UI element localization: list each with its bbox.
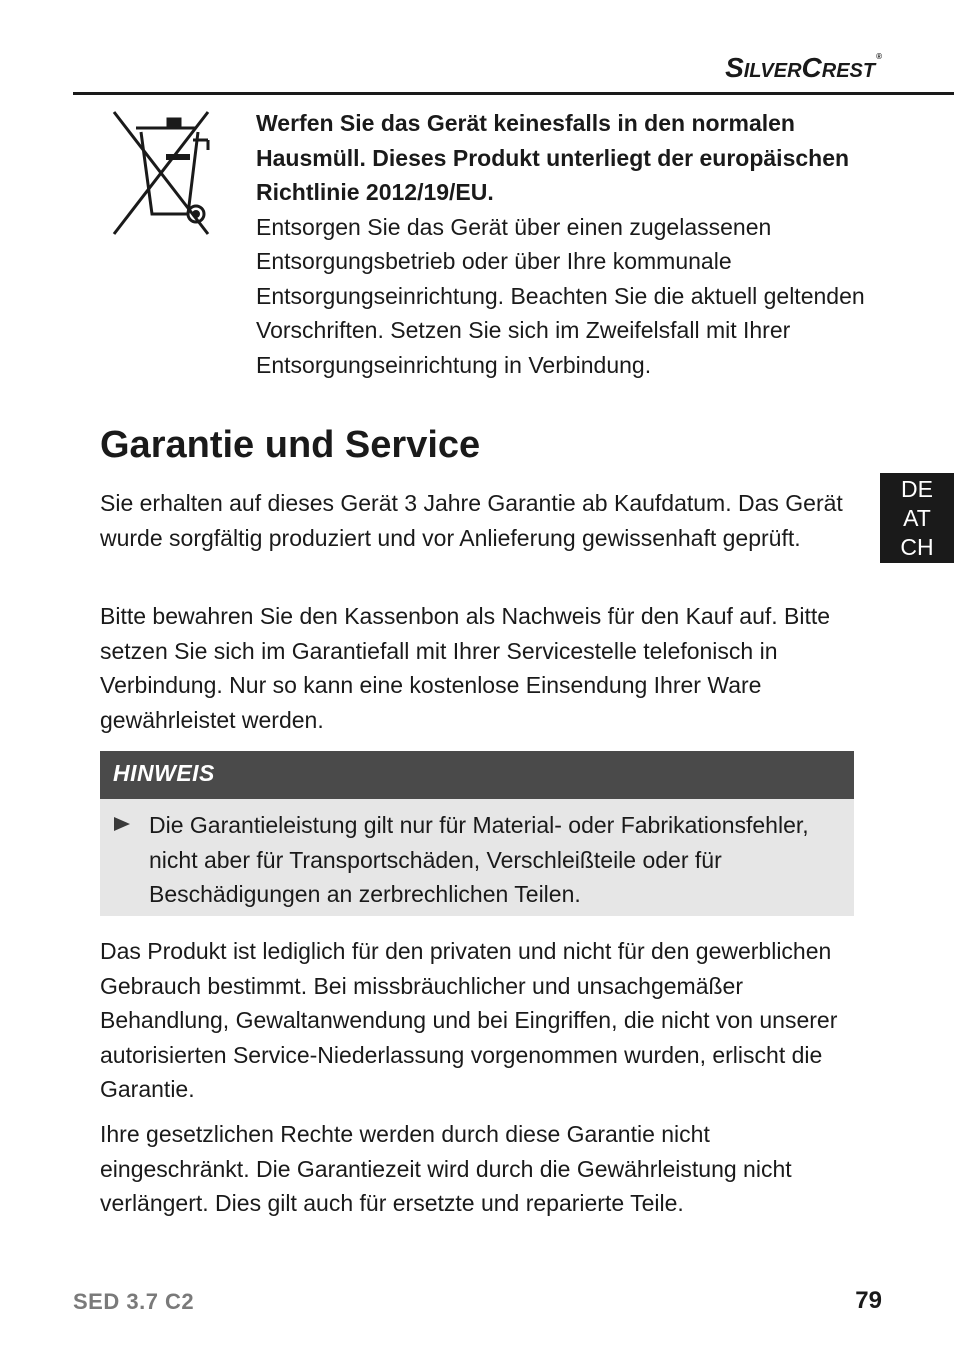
brand-name: SilverCrest <box>725 52 876 83</box>
disposal-warning: Werfen Sie das Gerät keinesfalls in den normalen Hausmüll. Dieses Produkt unterliegt der europäischen Richtlinie 2012/19/EU. <box>256 110 850 205</box>
note-title: HINWEIS <box>113 760 215 786</box>
disposal-notice <box>256 106 876 382</box>
registered-mark: ® <box>876 52 882 61</box>
header-rule <box>73 92 954 95</box>
page-number: 79 <box>855 1287 882 1314</box>
section-title: Garantie und Service <box>100 424 481 466</box>
language-at: AT <box>903 505 931 531</box>
warranty-paragraph-4: Ihre gesetzlichen Rechte werden durch diese Garantie nicht eingeschränkt. Die Garantiezeit wird durch die Gewährleistung nicht verlängert. Dies gilt auch für ersetzte und reparierte Teile. <box>100 1121 792 1216</box>
crossed-out-wheelie-bin-icon <box>108 106 214 240</box>
footer-model: SED 3.7 C2 <box>73 1289 195 1314</box>
note-text: Die Garantieleistung gilt nur für Material- oder Fabrikationsfehler, nicht aber für Transportschäden, Verschleißteile oder für Beschädigungen an zerbrechlichen Teilen. <box>149 812 809 907</box>
warranty-paragraph-2: Bitte bewahren Sie den Kassenbon als Nachweis für den Kauf auf. Bitte setzen Sie sich im Garantiefall mit Ihrer Servicestelle telefonisch in Verbindung. Nur so kann eine kostenlose Einsendung Ihrer Ware gewährleistet werden. <box>100 603 831 733</box>
note-body <box>100 799 854 916</box>
language-tab <box>880 473 954 563</box>
warranty-paragraph-3: Das Produkt ist lediglich für den privaten und nicht für den gewerblichen Gebrauch bestimmt. Bei missbräuchlicher und unsachgemäßer Behandlung, Gewaltanwendung und bei Eingriffen, die nicht von unserer autorisierten Service-Niederlassung vorgenommen wurden, erlischt die Garantie. <box>100 938 838 1102</box>
language-ch: CH <box>900 534 934 560</box>
language-de: DE <box>901 476 933 502</box>
note-header <box>100 751 854 799</box>
disposal-instructions: Entsorgen Sie das Gerät über einen zugelassenen Entsorgungsbetrieb oder über Ihre kommunale Entsorgungseinrichtung. Beachten Sie die aktuell geltenden Vorschriften. Setzen Sie sich im Zweifelsfall mit Ihrer Entsorgungseinrichtung in Verbindung. <box>256 213 865 378</box>
triangle-bullet-icon <box>114 817 130 831</box>
brand-logo <box>725 52 882 84</box>
warranty-paragraph-1: Sie erhalten auf dieses Gerät 3 Jahre Garantie ab Kaufdatum. Das Gerät wurde sorgfältig produziert und vor Anlieferung gewissenhaft geprüft. <box>100 490 843 551</box>
